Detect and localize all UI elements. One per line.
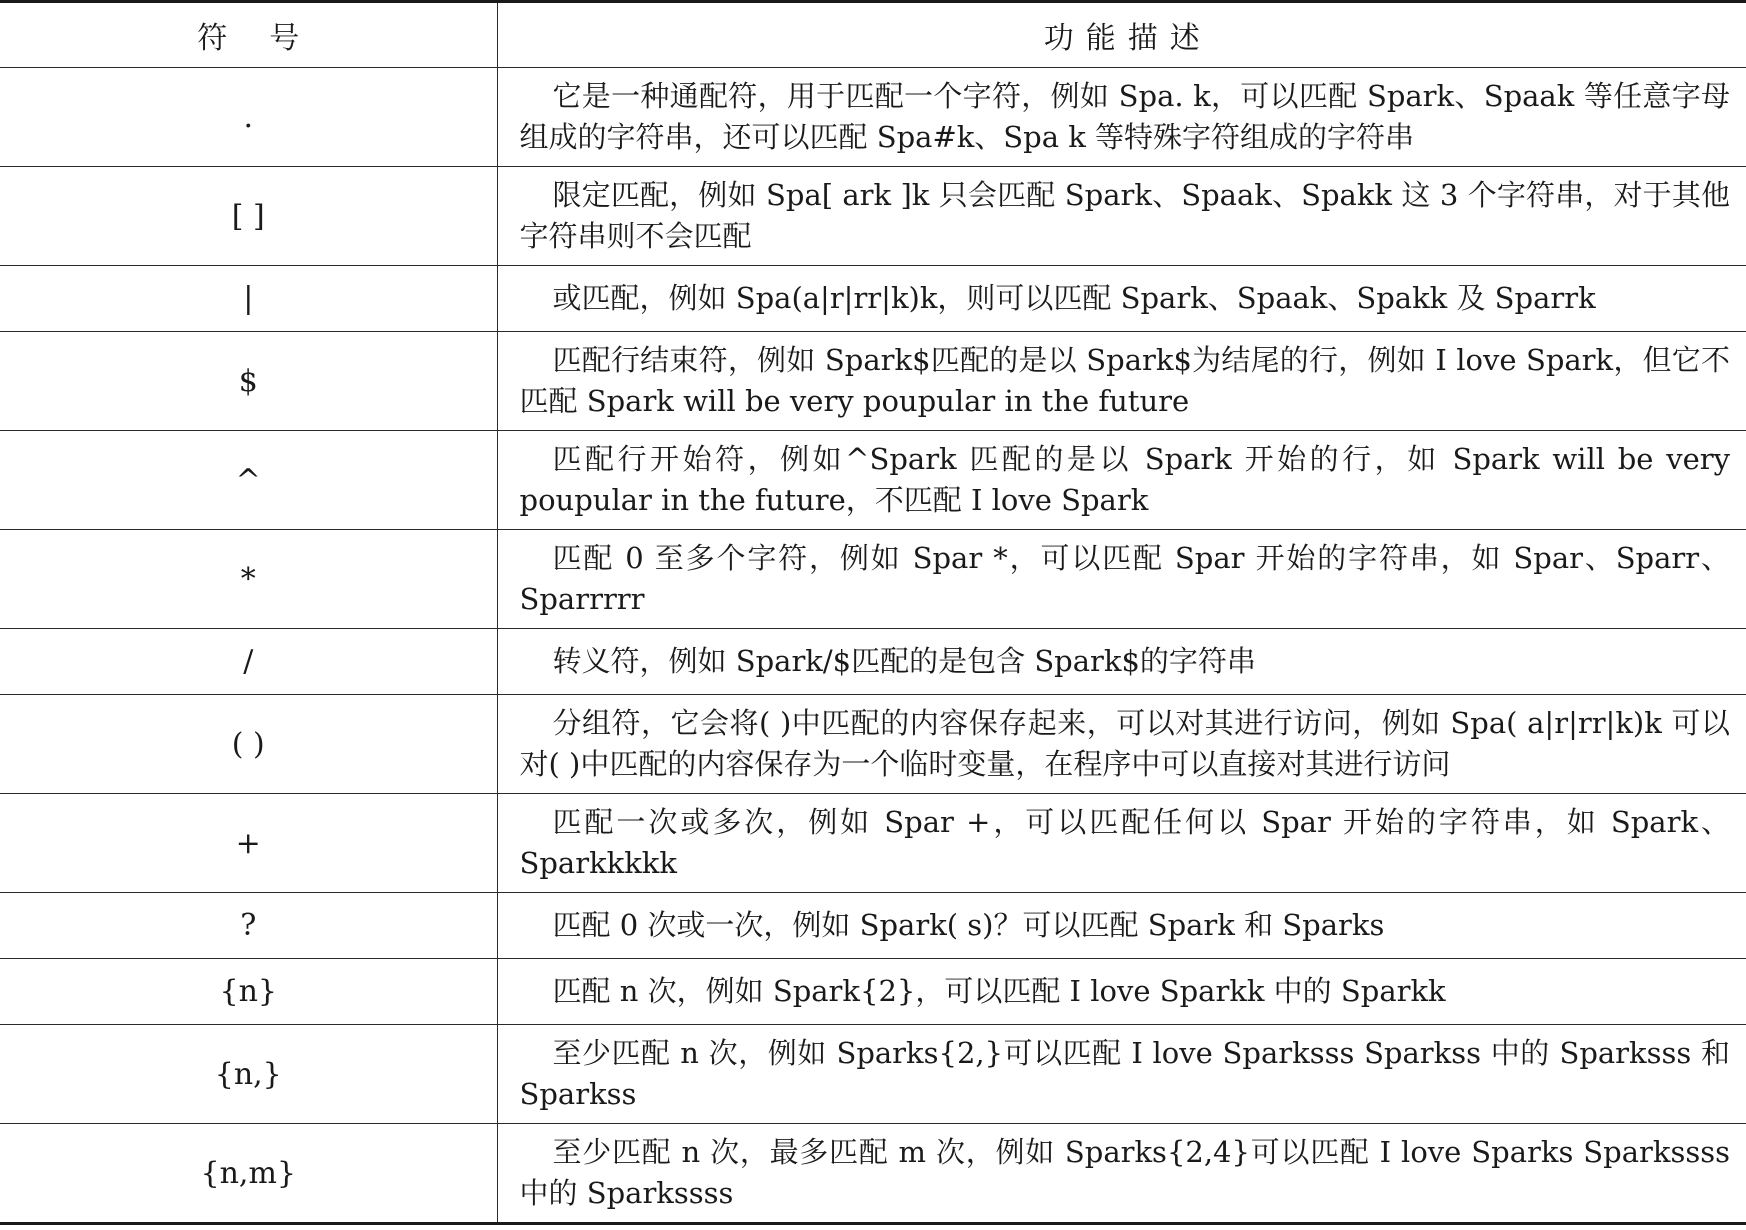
description-cell: 或匹配，例如 Spa(a|r|rr|k)k，则可以匹配 Spark、Spaak、Spakk 及 Sparrk — [497, 266, 1746, 332]
table-row — [0, 959, 1746, 1025]
symbol-cell: / — [0, 629, 497, 695]
table-row — [0, 629, 1746, 695]
symbol-cell: + — [0, 794, 497, 893]
symbol-cell: {n,m} — [0, 1124, 497, 1224]
table-row — [0, 431, 1746, 530]
table-row — [0, 266, 1746, 332]
symbol-cell: * — [0, 530, 497, 629]
description-cell: 匹配 0 次或一次，例如 Spark( s)？可以匹配 Spark 和 Sparks — [497, 893, 1746, 959]
table-row — [0, 1124, 1746, 1224]
description-cell: 匹配 n 次，例如 Spark{2}，可以匹配 I love Sparkk 中的 Sparkk — [497, 959, 1746, 1025]
table-row — [0, 530, 1746, 629]
symbol-cell: {n} — [0, 959, 497, 1025]
description-cell: 匹配行开始符，例如^Spark 匹配的是以 Spark 开始的行，如 Spark will be very poupular in the future，不匹配 I love Spark — [497, 431, 1746, 530]
symbol-header-label: 符号 — [197, 21, 342, 56]
table-row — [0, 68, 1746, 167]
symbol-cell: ? — [0, 893, 497, 959]
description-cell: 匹配 0 至多个字符，例如 Spar *，可以匹配 Spar 开始的字符串，如 Spar、Sparr、Sparrrrr — [497, 530, 1746, 629]
table-row — [0, 332, 1746, 431]
description-cell: 至少匹配 n 次，最多匹配 m 次，例如 Sparks{2,4}可以匹配 I love Sparks Sparkssss 中的 Sparkssss — [497, 1124, 1746, 1224]
symbol-cell: $ — [0, 332, 497, 431]
symbol-cell: ( ) — [0, 695, 497, 794]
description-cell: 转义符，例如 Spark/$匹配的是包含 Spark$的字符串 — [497, 629, 1746, 695]
symbol-cell: [ ] — [0, 167, 497, 266]
description-cell: 匹配一次或多次，例如 Spar +，可以匹配任何以 Spar 开始的字符串，如 Spark、Sparkkkkk — [497, 794, 1746, 893]
table-row — [0, 695, 1746, 794]
description-cell: 它是一种通配符，用于匹配一个字符，例如 Spa. k，可以匹配 Spark、Spaak 等任意字母组成的字符串，还可以匹配 Spa#k、Spa k 等特殊字符组成的字符串 — [497, 68, 1746, 167]
table-row — [0, 167, 1746, 266]
table-row — [0, 893, 1746, 959]
symbol-cell: ^ — [0, 431, 497, 530]
description-header-label: 功能描述 — [1043, 21, 1212, 56]
description-cell: 至少匹配 n 次，例如 Sparks{2,}可以匹配 I love Sparksss Sparkss 中的 Sparksss 和 Sparkss — [497, 1025, 1746, 1124]
symbol-cell: . — [0, 68, 497, 167]
description-column-header — [497, 2, 1746, 68]
description-cell: 分组符，它会将( )中匹配的内容保存起来，可以对其进行访问，例如 Spa( a|r|rr|k)k 可以对( )中匹配的内容保存为一个临时变量，在程序中可以直接对其进行访问 — [497, 695, 1746, 794]
description-cell: 限定匹配，例如 Spa[ ark ]k 只会匹配 Spark、Spaak、Spakk 这 3 个字符串，对于其他字符串则不会匹配 — [497, 167, 1746, 266]
symbol-cell: | — [0, 266, 497, 332]
table-row — [0, 794, 1746, 893]
symbol-column-header — [0, 2, 497, 68]
description-cell: 匹配行结束符，例如 Spark$匹配的是以 Spark$为结尾的行，例如 I love Spark，但它不匹配 Spark will be very poupular in the future — [497, 332, 1746, 431]
table-row — [0, 1025, 1746, 1124]
table-header-row — [0, 2, 1746, 68]
symbol-cell: {n,} — [0, 1025, 497, 1124]
